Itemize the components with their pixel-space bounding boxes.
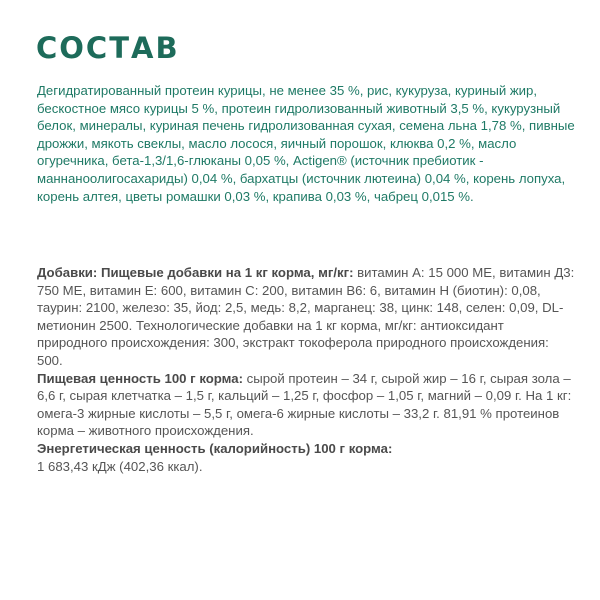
energy-label: Энергетическая ценность (калорийность) 100 г корма: (37, 440, 393, 456)
nutrition-paragraph (37, 370, 577, 440)
additives-text: витамин A: 15 000 МЕ, витамин Д3: 750 МЕ, витамин Е: 600, витамин С: 200, витамин В6: 6, витамин Н (биотин): 0,08, таурин: 2100, железо: 35, йод: 2,5, медь: 8,2, марганец: 38, цинк: 148, селен: 0,09, DL-метионин 2500. Технологические добавки на 1 кг корма, мг/кг: антиоксидант природного происхождения: 300, экстракт токоферола природного происхождения: 500. (37, 265, 575, 368)
page-title: СОСТАВ (36, 31, 180, 65)
ingredients-text: Дегидратированный протеин курицы, не менее 35 %, рис, кукуруза, куриный жир, бескостное мясо курицы 5 %, протеин гидролизованный животный 3,5 %, кукурузный белок, минералы, куриная печень гидролизованная сухая, семена льна 1,78 %, пивные дрожжи, мякоть свеклы, масло лосося, яичный порошок, клюква 0,2 %, масло огуречника, бета-1,3/1,6-глюканы 0,05 %, Actigen® (источник пребиотик - маннаноолигосахариды) 0,04 %, бархатцы (источник лютеина) 0,04 %, корень лопуха, корень алтея, цветы ромашки 0,03 %, крапива 0,03 %, чабрец 0,015 %. (37, 83, 575, 204)
energy-label-paragraph (37, 440, 577, 458)
nutrition-details (37, 264, 577, 475)
additives-paragraph (37, 264, 577, 370)
nutrition-label: Пищевая ценность 100 г корма: (37, 370, 243, 386)
additives-label: Добавки: Пищевые добавки на 1 кг корма, мг/кг: (37, 265, 354, 280)
nutrition-text: сырой протеин – 34 г, сырой жир – 16 г, сырая зола – 6,6 г, сырая клетчатка – 1,5 г, кальций – 1,25 г, фосфор – 1,05 г, магний – 0,09 г. На 1 кг: омега-3 жирные кислоты – 5,5 г, омега-6 жирные кислоты – 33,2 г. 81,91 % протеинов корма – животного происхождения. (37, 370, 572, 439)
energy-value: 1 683,43 кДж (402,36 ккал). (37, 458, 203, 474)
